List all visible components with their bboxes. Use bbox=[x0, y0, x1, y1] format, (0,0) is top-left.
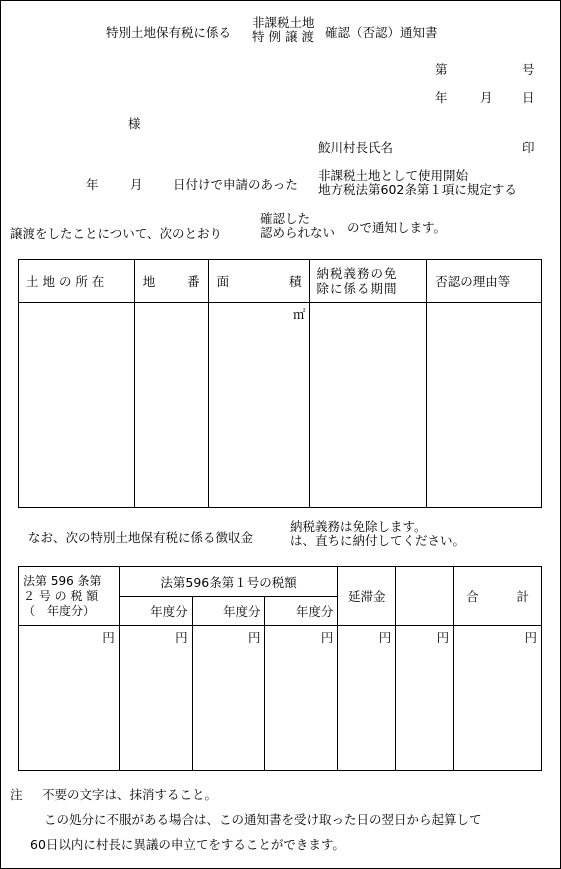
header-area: 面 積 bbox=[208, 260, 310, 303]
cell-banchi[interactable] bbox=[134, 303, 208, 508]
cell-exemption-period[interactable] bbox=[310, 303, 427, 508]
body-option-start-use: 非課税土地として使用開始 bbox=[318, 168, 469, 183]
cell-area[interactable] bbox=[208, 303, 310, 508]
header-fiscal-year-2: 年度分 bbox=[192, 597, 265, 626]
tax-table bbox=[18, 566, 542, 771]
addressee-sama: 様 bbox=[128, 116, 141, 131]
cell-year-1-amount[interactable]: 円 bbox=[119, 626, 192, 771]
seal-mark: 印 bbox=[522, 140, 535, 155]
issuer-name: 鮫川村長氏名 bbox=[318, 140, 394, 155]
tax-table-entry-row bbox=[19, 626, 542, 771]
cell-location[interactable] bbox=[19, 303, 135, 508]
body-line2-suffix: ので通知します。 bbox=[347, 220, 447, 235]
header-exemption-period: 納税義務の免 除に係る期間 bbox=[310, 260, 427, 303]
land-table-entry-row bbox=[19, 303, 542, 508]
date-year: 年 bbox=[435, 90, 448, 105]
date-month: 月 bbox=[480, 90, 493, 105]
notice-option-pay: は、直ちに納付してください。 bbox=[290, 533, 466, 548]
title-option-non-taxable: 非課税土地 bbox=[252, 15, 315, 30]
number-dai: 第 bbox=[435, 62, 448, 77]
confirm-option-denied: 認められない bbox=[260, 225, 336, 240]
cell-year-3-amount[interactable]: 円 bbox=[265, 626, 338, 771]
date-day: 日 bbox=[522, 90, 535, 105]
confirm-options bbox=[260, 212, 335, 240]
land-table bbox=[18, 259, 542, 508]
cell-denial-reason[interactable] bbox=[427, 303, 542, 508]
header-location: 土 地 の 所 在 bbox=[19, 260, 135, 303]
number-go: 号 bbox=[522, 62, 535, 77]
header-denial-reason: 否認の理由等 bbox=[427, 260, 542, 303]
note-label: 注 bbox=[10, 787, 23, 802]
header-blank bbox=[396, 567, 454, 626]
applied-year: 年 bbox=[86, 177, 99, 192]
applied-month: 月 bbox=[130, 177, 143, 192]
cell-total-amount[interactable]: 円 bbox=[454, 626, 542, 771]
header-article-596-2: 法第 596 条第 ２ 号 の 税 額 （ 年度分） bbox=[19, 567, 120, 626]
title-prefix: 特別土地保有税に係る bbox=[106, 25, 232, 40]
land-table-header-row bbox=[19, 260, 542, 303]
applied-text: 日付けで申請のあった bbox=[173, 177, 298, 192]
notice-option-exempt: 納税義務は免除します。 bbox=[290, 519, 427, 534]
confirm-option-confirmed: 確認した bbox=[260, 211, 311, 226]
header-banchi: 地 番 bbox=[134, 260, 208, 303]
note-text: 不要の文字は、抹消すること。 bbox=[42, 787, 218, 802]
notice-options bbox=[290, 520, 465, 548]
cell-blank-amount[interactable]: 円 bbox=[396, 626, 454, 771]
body-options bbox=[318, 169, 517, 197]
header-total: 合 計 bbox=[454, 567, 542, 626]
title-option-special-transfer: 特 例 譲 渡 bbox=[252, 29, 314, 44]
body-option-article-602: 地方税法第602条第１項に規定する bbox=[318, 182, 517, 197]
header-article-596-1: 法第596条第１号の税額 bbox=[119, 567, 338, 597]
cell-article-596-2-amount[interactable]: 円 bbox=[19, 626, 120, 771]
appeal-line-1: この処分に不服がある場合は、この通知書を受け取った日の翌日から起算して bbox=[44, 812, 482, 827]
header-fiscal-year-1: 年度分 bbox=[119, 597, 192, 626]
title-suffix: 確認（否認）通知書 bbox=[325, 25, 438, 40]
notice-prefix: なお、次の特別土地保有税に係る徴収金 bbox=[28, 530, 254, 545]
header-fiscal-year-3: 年度分 bbox=[265, 597, 338, 626]
cell-late-fee-amount[interactable]: 円 bbox=[338, 626, 396, 771]
area-unit: ㎡ bbox=[292, 307, 306, 322]
cell-year-2-amount[interactable]: 円 bbox=[192, 626, 265, 771]
body-line2-prefix: 譲渡をしたことについて、次のとおり bbox=[10, 226, 223, 241]
appeal-line-2: 60日以内に村長に異議の申立てをすることができます。 bbox=[30, 837, 345, 852]
header-late-fee: 延滞金 bbox=[338, 567, 396, 626]
title-options bbox=[252, 16, 315, 44]
